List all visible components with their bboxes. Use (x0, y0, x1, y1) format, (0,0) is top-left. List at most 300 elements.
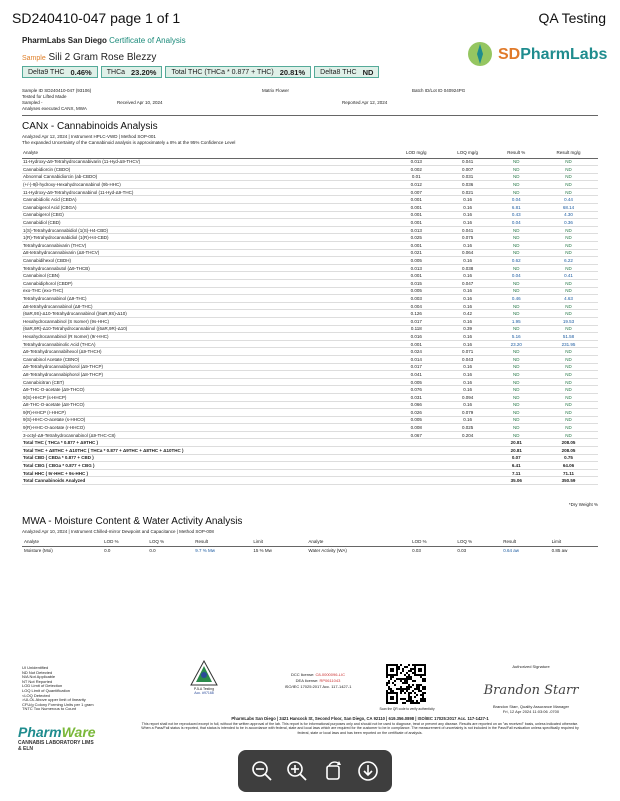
table-row (22, 295, 598, 303)
analyte-name: Cannabicitran (CBT) (22, 378, 391, 386)
qr-code-icon[interactable] (386, 664, 426, 704)
zoom-out-button[interactable] (249, 758, 275, 784)
lod-value: 0.008 (391, 424, 442, 432)
result-percent: 1.95 (494, 317, 539, 325)
result-percent: 23.20 (494, 340, 539, 348)
sampled: Sampled - (22, 100, 43, 105)
download-icon (357, 760, 379, 782)
lod-value: 0.001 (391, 272, 442, 280)
lod-value: 0.041 (391, 371, 442, 379)
loq-value: 0.025 (442, 424, 494, 432)
result-mgg: 51.58 (539, 333, 598, 341)
total-name: Total THC + Δ8THC + Δ10THC ( THCa * 0.877 + Δ9THC + Δ8THC + Δ10THC ) (22, 447, 391, 455)
canx-uncertainty: The expanded Uncertainty of the Cannabinoid analysis is approximately ± 8% at the 95% Confidence Level (22, 140, 236, 145)
table-row (22, 363, 598, 371)
loq-value: 0.16 (442, 295, 494, 303)
result-mgg: ND (539, 409, 598, 417)
loq-value: 0.064 (442, 249, 494, 257)
dcc-label: DCC license: (290, 672, 315, 677)
total-name: Total CBD ( CBDa * 0.877 + CBD ) (22, 454, 391, 462)
result-mgg: ND (539, 264, 598, 272)
result-percent: ND (494, 409, 539, 417)
sample-meta (22, 88, 598, 112)
analyte-name: 9(S)-HHCP (s-HHCP) (22, 393, 391, 401)
table-row (22, 409, 598, 417)
loq-value: 0.39 (442, 325, 494, 333)
result-mgg: 19.53 (539, 317, 598, 325)
column-header: LOQ % (455, 538, 501, 546)
result-mgg: ND (539, 363, 598, 371)
loq-value: 0.16 (442, 363, 494, 371)
loq-value: 0.094 (442, 393, 494, 401)
mwa-cell: 0.0 (149, 547, 156, 553)
potency-summary (22, 66, 379, 78)
total-mgg: 208.05 (539, 447, 598, 455)
column-header: Analyte (22, 538, 102, 546)
table-row (22, 287, 598, 295)
loq-value: 0.16 (442, 242, 494, 250)
analyte-name: Δ8-Tetrahydrocannabiphorol (Δ8-THCP) (22, 371, 391, 379)
result-mgg: ND (539, 424, 598, 432)
total-row (22, 439, 598, 447)
loq-value: 0.079 (442, 409, 494, 417)
mwa-cell: 9.7 % Mw (195, 547, 216, 553)
loq-value: 0.041 (442, 158, 494, 166)
result-percent: 6.81 (494, 204, 539, 212)
canx-title: CANx - Cannabinoids Analysis (22, 121, 158, 132)
legend-item: CFU/g Colony Forming Units per 1 gram (22, 701, 94, 707)
table-row (22, 158, 598, 166)
signer-name: Brandon Starr, Quality Assurance Manager (492, 704, 570, 709)
table-row (22, 264, 598, 272)
analyte-name: Tetrahydrocannabutol (Δ9-THCB) (22, 264, 391, 272)
mwa-cell: Water Activity (WA) (308, 547, 347, 553)
analyte-name: Tetrahydrocannabinol (Δ9-THC) (22, 295, 391, 303)
logo-pharmlabs: PharmLabs (520, 46, 608, 63)
lod-value: 0.001 (391, 340, 442, 348)
loq-value: 0.007 (442, 166, 494, 174)
footer (140, 717, 580, 735)
potency-label: Total THC (THCa * 0.877 + THC) (171, 68, 274, 76)
potency-value: 20.81% (279, 67, 306, 77)
result-mgg: 231.95 (539, 340, 598, 348)
result-mgg: ND (539, 348, 598, 356)
legend-item: ND Not Detected (22, 669, 53, 675)
result-percent: ND (494, 424, 539, 432)
column-header: Analyte (306, 538, 410, 546)
moisture-table (22, 538, 598, 554)
analyte-name: Cannabidiol (CBD) (22, 219, 391, 227)
table-row (22, 234, 598, 242)
mwa-cell: 0.85 aw (551, 547, 568, 553)
result-percent: ND (494, 173, 539, 181)
total-mgg: 208.05 (539, 439, 598, 447)
table-row (22, 424, 598, 432)
total-percent: 20.81 (494, 439, 539, 447)
column-header: LOD mg/g (391, 147, 442, 158)
loq-value: 0.075 (442, 234, 494, 242)
potency-value: ND (362, 67, 374, 77)
potency-box (22, 66, 98, 78)
potency-box (314, 66, 379, 78)
zoom-out-icon (251, 760, 273, 782)
legend-item: NT Not Reported (22, 678, 53, 684)
blank-cell (442, 469, 494, 477)
analyte-name: 9(S)-HHC-O-acetate (s-HHCO) (22, 416, 391, 424)
analyte-name: Cannabigerol Acid (CBGA) (22, 204, 391, 212)
result-percent: ND (494, 302, 539, 310)
qr-caption: Scan the QR code to verify authenticity (379, 707, 435, 711)
result-mgg: 4.63 (539, 295, 598, 303)
sample-id: Sample ID SD240410-047 (93106) (22, 88, 92, 93)
zoom-in-icon (286, 760, 308, 782)
total-row (22, 477, 598, 485)
pjla-acc: Acc. #97168 (194, 691, 214, 695)
mwa-cell: 0.03 (412, 547, 421, 553)
lod-value: 0.076 (391, 386, 442, 394)
mwa-cell: Moisture (Moi) (24, 547, 53, 553)
total-name: Total HHC ( 9r-HHC + 9s-HHC ) (22, 469, 391, 477)
result-mgg: 68.14 (539, 204, 598, 212)
analyte-name: Δ8-tetrahydrocannabinol (Δ8-THC) (22, 302, 391, 310)
table-row (22, 196, 598, 204)
analyte-name: Tetrahydrocannabinolic Acid (THCA) (22, 340, 391, 348)
table-row (22, 355, 598, 363)
loq-value: 0.16 (442, 204, 494, 212)
column-header: LOQ mg/g (442, 147, 494, 158)
legend-item: N/A Not Applicable (22, 674, 56, 680)
total-name: Total THC ( THCa * 0.877 + Δ9THC ) (22, 439, 391, 447)
lod-value: 0.005 (391, 378, 442, 386)
lod-value: 0.026 (391, 409, 442, 417)
lod-value: 0.001 (391, 219, 442, 227)
dea-label: DEA license: (295, 678, 319, 683)
pjla-label: PJLA Testing (193, 687, 215, 691)
result-percent: 0.62 (494, 257, 539, 265)
lod-value: 0.005 (391, 257, 442, 265)
result-mgg: ND (539, 393, 598, 401)
canx-analyzed: Analyzed Apr 12, 2024 | Instrument HPLC-VWD | Method SOP-001 (22, 134, 156, 139)
loq-value: 0.16 (442, 219, 494, 227)
blank-cell (391, 454, 442, 462)
loq-value: 0.16 (442, 386, 494, 394)
footer-address: PharmLabs San Diego | 3421 Hancock St, Second Floor, San Diego, CA 92110 | 619.356.0898 | ISO/IEC 17025:2017 Acc. 117-1427-1 (231, 716, 489, 721)
divider (22, 115, 598, 116)
matrix: Matrix Flower (262, 88, 290, 93)
loq-value: 0.16 (442, 211, 494, 219)
lod-value: 0.015 (391, 280, 442, 288)
result-percent: 5.16 (494, 333, 539, 341)
lod-value: 0.066 (391, 401, 442, 409)
analyte-name: (6aR,9R)-Δ10-Tetrahydrocannabinol ((6aR,9R)-Δ10) (22, 325, 391, 333)
result-mgg: ND (539, 166, 598, 174)
lod-value: 0.025 (391, 234, 442, 242)
sdpharmlabs-logo (466, 40, 608, 70)
loq-value: 0.204 (442, 431, 494, 439)
table-row (22, 166, 598, 174)
abbreviation-legend (22, 666, 94, 712)
analyte-name: (6aR,9S)-Δ10-Tetrahydrocannabinol ((6aR,9S)-Δ10) (22, 310, 391, 318)
result-mgg: ND (539, 188, 598, 196)
total-name: Total CBG ( CBGa * 0.877 + CBG ) (22, 462, 391, 470)
result-percent: ND (494, 249, 539, 257)
total-percent: 35.06 (494, 477, 539, 485)
result-percent: ND (494, 431, 539, 439)
total-percent: 0.07 (494, 454, 539, 462)
result-percent: ND (494, 416, 539, 424)
lod-value: 0.031 (391, 393, 442, 401)
analyte-name: Cannabinol Acetate (CBNO) (22, 355, 391, 363)
sample-name: Sili 2 Gram Rose Blezzy (48, 52, 157, 63)
analyte-name: Cannabinol (CBN) (22, 272, 391, 280)
total-percent: 7.11 (494, 469, 539, 477)
analyte-name: Cannabidiphorol (CBDP) (22, 280, 391, 288)
table-row (22, 378, 598, 386)
result-mgg: ND (539, 302, 598, 310)
column-header: Result mg/g (539, 147, 598, 158)
loq-value: 0.021 (442, 188, 494, 196)
mwa-cell: 0.0 (104, 547, 111, 553)
blank-cell (442, 439, 494, 447)
table-row (22, 317, 598, 325)
potency-box (101, 66, 163, 78)
cannabinoid-table (22, 147, 598, 485)
lod-value: 0.013 (391, 158, 442, 166)
total-mgg: 350.59 (539, 477, 598, 485)
loq-value: 0.043 (442, 355, 494, 363)
analyte-name: Δ9-Tetrahydrocannabihexol (Δ9-THCH) (22, 348, 391, 356)
result-mgg: ND (539, 287, 598, 295)
column-header: Result (193, 538, 251, 546)
loq-value: 0.16 (442, 272, 494, 280)
result-percent: ND (494, 325, 539, 333)
analyte-name: 9(R)-HHC-O-acetate (r-HHCO) (22, 424, 391, 432)
table-row (22, 280, 598, 288)
lod-value: 0.001 (391, 196, 442, 204)
table-row (22, 219, 598, 227)
table-row (22, 173, 598, 181)
blank-cell (391, 469, 442, 477)
table-row (22, 348, 598, 356)
result-percent: 0.43 (494, 211, 539, 219)
pharmware-b: Ware (61, 724, 96, 740)
blank-cell (391, 477, 442, 485)
potency-value: 23.20% (131, 67, 157, 77)
total-mgg: 64.06 (539, 462, 598, 470)
lod-value: 0.007 (391, 188, 442, 196)
result-percent: ND (494, 287, 539, 295)
status-title: QA Testing (538, 10, 606, 26)
lod-value: 0.001 (391, 204, 442, 212)
loq-value: 0.16 (442, 317, 494, 325)
result-percent: 0.04 (494, 196, 539, 204)
total-row (22, 454, 598, 462)
lod-value: 0.003 (391, 295, 442, 303)
result-mgg: ND (539, 325, 598, 333)
result-percent: ND (494, 242, 539, 250)
analyte-name: Abnormal Cannabidiorcin (ab-CBDO) (22, 173, 391, 181)
doc-type: Certificate of Analysis (109, 36, 186, 45)
result-percent: 0.46 (494, 295, 539, 303)
table-row (22, 257, 598, 265)
loq-value: 0.16 (442, 196, 494, 204)
loq-value: 0.16 (442, 371, 494, 379)
blank-cell (442, 447, 494, 455)
result-mgg: ND (539, 226, 598, 234)
footer-disclaimer: This report shall not be reproduced except in full, without the written approval of the lab. This report is for informational purposes only and should not be used to diagnose, treat or prevent any disease. Results are reported on an "as received" basis, unless indicated otherwise. When a Pass/Fail status is reported, that status is intended to be in accordance with federal, state and local laws which are required for the customer to be in compliance. The measurement of uncertainty is not included in the Pass/Fail evaluation unless specifically required by federal, state or local laws and has been reported on the certificate of analysis. (141, 721, 579, 735)
result-percent: ND (494, 280, 539, 288)
result-mgg: ND (539, 378, 598, 386)
table-row (22, 242, 598, 250)
result-mgg: ND (539, 280, 598, 288)
loq-value: 0.16 (442, 416, 494, 424)
column-header: Analyte (22, 147, 391, 158)
analyte-name: Hexahydrocannabinol (R Isomer) (9r-HHC) (22, 333, 391, 341)
lod-value: 0.021 (391, 249, 442, 257)
loq-value: 0.041 (442, 226, 494, 234)
received: Received Apr 10, 2024 (117, 100, 163, 105)
column-header: LOQ % (147, 538, 193, 546)
loq-value: 0.42 (442, 310, 494, 318)
result-mgg: ND (539, 401, 598, 409)
lod-value: 0.001 (391, 242, 442, 250)
blank-cell (391, 439, 442, 447)
loq-value: 0.16 (442, 287, 494, 295)
viewer-toolbar (238, 750, 392, 792)
table-row (22, 302, 598, 310)
result-mgg: 0.41 (539, 272, 598, 280)
table-row (22, 386, 598, 394)
analyte-name: Δ8-tetrahydrocannabivarin (Δ8-THCV) (22, 249, 391, 257)
legend-item: TNTC Too Numerous to Count (22, 706, 76, 712)
analyses-executed: Analyses executed CANX, MWA (22, 106, 87, 111)
result-percent: 0.04 (494, 272, 539, 280)
analyte-name: Cannabidihexol (CBDH) (22, 257, 391, 265)
loq-value: 0.16 (442, 257, 494, 265)
analyte-name: Δ9-Tetrahydrocannabiphorol (Δ9-THCP) (22, 363, 391, 371)
pjla-seal-icon (190, 660, 218, 686)
blank-cell (442, 454, 494, 462)
total-percent: 6.41 (494, 462, 539, 470)
potency-label: Delta9 THC (28, 68, 65, 76)
reported: Reported Apr 12, 2024 (342, 100, 388, 105)
pharmware-tagline: CANNABIS LABORATORY LIMS & ELN (18, 740, 94, 752)
analyte-name: Cannabidiolic Acid (CBDA) (22, 196, 391, 204)
lod-value: 0.017 (391, 317, 442, 325)
legend-item: LOD Limit of Detection (22, 683, 63, 689)
result-percent: ND (494, 181, 539, 189)
result-mgg: ND (539, 234, 598, 242)
blank-cell (391, 447, 442, 455)
result-mgg: ND (539, 431, 598, 439)
loq-value: 0.16 (442, 378, 494, 386)
legend-item: UI Unidentified (22, 665, 49, 670)
result-mgg: ND (539, 416, 598, 424)
loq-value: 0.16 (442, 302, 494, 310)
result-mgg: ND (539, 242, 598, 250)
result-percent: ND (494, 371, 539, 379)
result-percent: ND (494, 348, 539, 356)
loq-value: 0.031 (442, 173, 494, 181)
result-percent: ND (494, 363, 539, 371)
lod-value: 0.005 (391, 416, 442, 424)
analyte-name: Cannabidiorcin (CBDO) (22, 166, 391, 174)
iso-accreditation: ISO/IEC 17025:2017 Acc. 117-1427-1 (284, 684, 352, 689)
dcc-license: C8-0000096-LIC (315, 672, 346, 677)
column-header: Result (501, 538, 549, 546)
total-row (22, 469, 598, 477)
rotate-button[interactable] (320, 758, 346, 784)
result-percent: 0.04 (494, 219, 539, 227)
result-percent: ND (494, 355, 539, 363)
analyte-name: 3-octyl-Δ9-Tetrahydrocannabinol (Δ9-THC-C8) (22, 431, 391, 439)
table-row (22, 272, 598, 280)
table-row (22, 188, 598, 196)
signature-date: Fri, 12 Apr 2024 11:03:06 -0700 (502, 709, 560, 714)
download-button[interactable] (355, 758, 381, 784)
table-row (22, 181, 598, 189)
blank-cell (442, 462, 494, 470)
analyte-name: (+/-)-9β-hydroxy-Hexahydrocannabinol (9b-HHC) (22, 181, 391, 189)
analyte-name: 1(R)-Tetrahydrocannabidiol (1(R)-H4-CBD) (22, 234, 391, 242)
result-percent: ND (494, 234, 539, 242)
result-percent: ND (494, 158, 539, 166)
lod-value: 0.002 (391, 166, 442, 174)
table-row (22, 333, 598, 341)
result-mgg: ND (539, 158, 598, 166)
result-mgg: 0.36 (539, 219, 598, 227)
result-mgg: 4.30 (539, 211, 598, 219)
loq-value: 0.036 (442, 181, 494, 189)
lod-value: 0.005 (391, 287, 442, 295)
lod-value: 0.001 (391, 211, 442, 219)
potency-label: Delta8 THC (320, 68, 357, 76)
signature-image: Brandon Starr (483, 683, 579, 698)
result-percent: ND (494, 188, 539, 196)
dea-license: RP0611043 (319, 678, 341, 683)
table-row (22, 431, 598, 439)
analyte-name: Hexahydrocannabinol (S Isomer) (9s-HHC) (22, 317, 391, 325)
mwa-title: MWA - Moisture Content & Water Activity Analysis (22, 516, 243, 527)
lod-value: 0.01 (391, 173, 442, 181)
tested-for: Tested for Lifted Made (22, 94, 67, 99)
potency-box (165, 66, 311, 78)
table-row (22, 401, 598, 409)
result-mgg: 0.44 (539, 196, 598, 204)
logo-sd: SD (498, 46, 521, 63)
sample-heading (22, 52, 156, 63)
loq-value: 0.071 (442, 348, 494, 356)
blank-cell (442, 477, 494, 485)
column-header: Result % (494, 147, 539, 158)
column-header: LOD % (410, 538, 455, 546)
lod-value: 0.012 (391, 181, 442, 189)
lod-value: 0.016 (391, 333, 442, 341)
lod-value: 0.013 (391, 264, 442, 272)
table-row (22, 393, 598, 401)
result-percent: ND (494, 264, 539, 272)
total-row (22, 447, 598, 455)
lod-value: 0.014 (391, 355, 442, 363)
analyte-name: Δ9-THC-O-acetate (Δ9-THCO) (22, 386, 391, 394)
potency-value: 0.46% (70, 67, 92, 77)
zoom-in-button[interactable] (284, 758, 310, 784)
table-row (22, 204, 598, 212)
loq-value: 0.16 (442, 340, 494, 348)
analyte-name: Cannabigerol (CBG) (22, 211, 391, 219)
result-percent: ND (494, 393, 539, 401)
lod-value: 0.126 (391, 310, 442, 318)
